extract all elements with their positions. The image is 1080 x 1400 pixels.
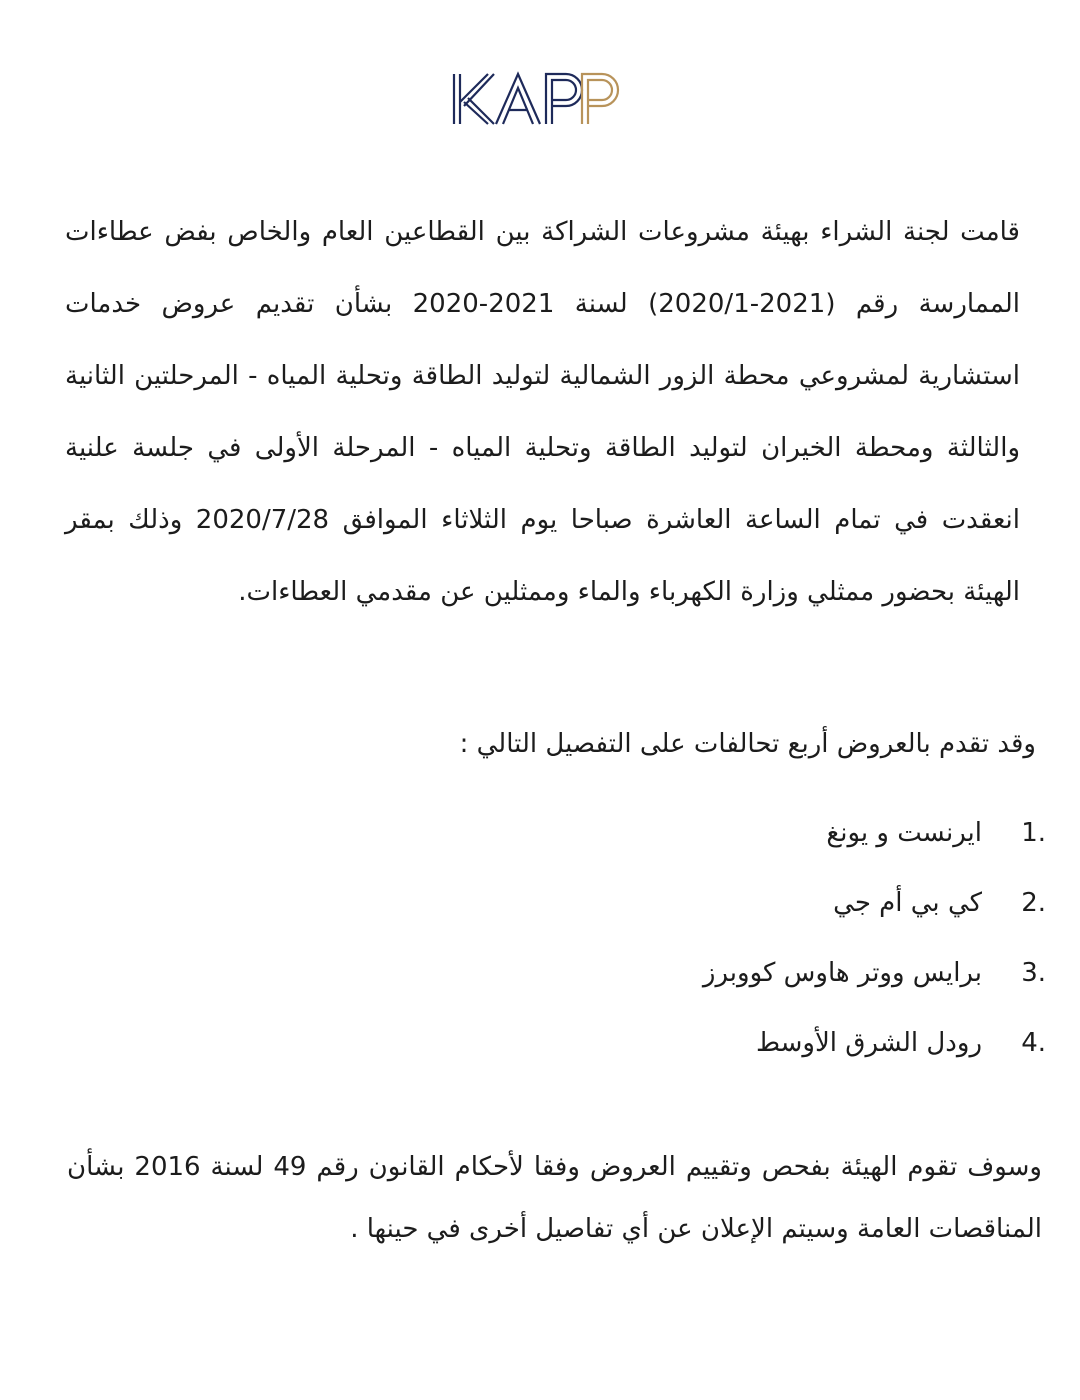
list-item-number: 3. [1021,958,1046,988]
bidders-list [586,808,1046,1088]
closing-paragraph: وسوف تقوم الهيئة بفحص وتقييم العروض وفقا لأحكام القانون رقم 49 لسنة 2016 بشأن المناقصات العامة وسيتم الإعلان عن أي تفاصيل أخرى في حينها . [67,1152,1042,1244]
list-item [586,948,1046,1018]
bidders-intro: وقد تقدم بالعروض أربع تحالفات على التفصيل التالي : [459,729,1036,759]
list-item-name: برايس ووتر هاوس كووبرز [702,958,982,988]
list-item [586,1018,1046,1088]
kapp-logo [0,66,1080,132]
list-item-number: 4. [1021,1028,1046,1058]
announcement-paragraph: قامت لجنة الشراء بهيئة مشروعات الشراكة بين القطاعين العام والخاص بفض عطاءات الممارسة رقم (2021-2020/1) لسنة 2021-2020 بشأن تقديم عروض خدمات استشارية لمشروعي محطة الزور الشمالية لتوليد الطاقة وتحلية المياه - المرحلتين الثانية والثالثة ومحطة الخيران لتوليد الطاقة وتحلية المياه - المرحلة الأولى في جلسة علنية انعقدت في تمام الساعة العاشرة صباحا يوم الثلاثاء الموافق 2020/7/28 وذلك بمقر الهيئة بحضور ممثلي وزارة الكهرباء والماء وممثلين عن مقدمي العطاءات. [65,217,1021,607]
list-item [586,808,1046,878]
list-item [586,878,1046,948]
list-item-number: 1. [1021,818,1046,848]
list-item-name: كي بي أم جي [833,888,982,918]
list-item-number: 2. [1021,888,1046,918]
list-item-name: ايرنست و يونغ [826,818,982,848]
list-item-name: رودل الشرق الأوسط [755,1028,982,1058]
kapp-logo-mark [450,66,630,132]
